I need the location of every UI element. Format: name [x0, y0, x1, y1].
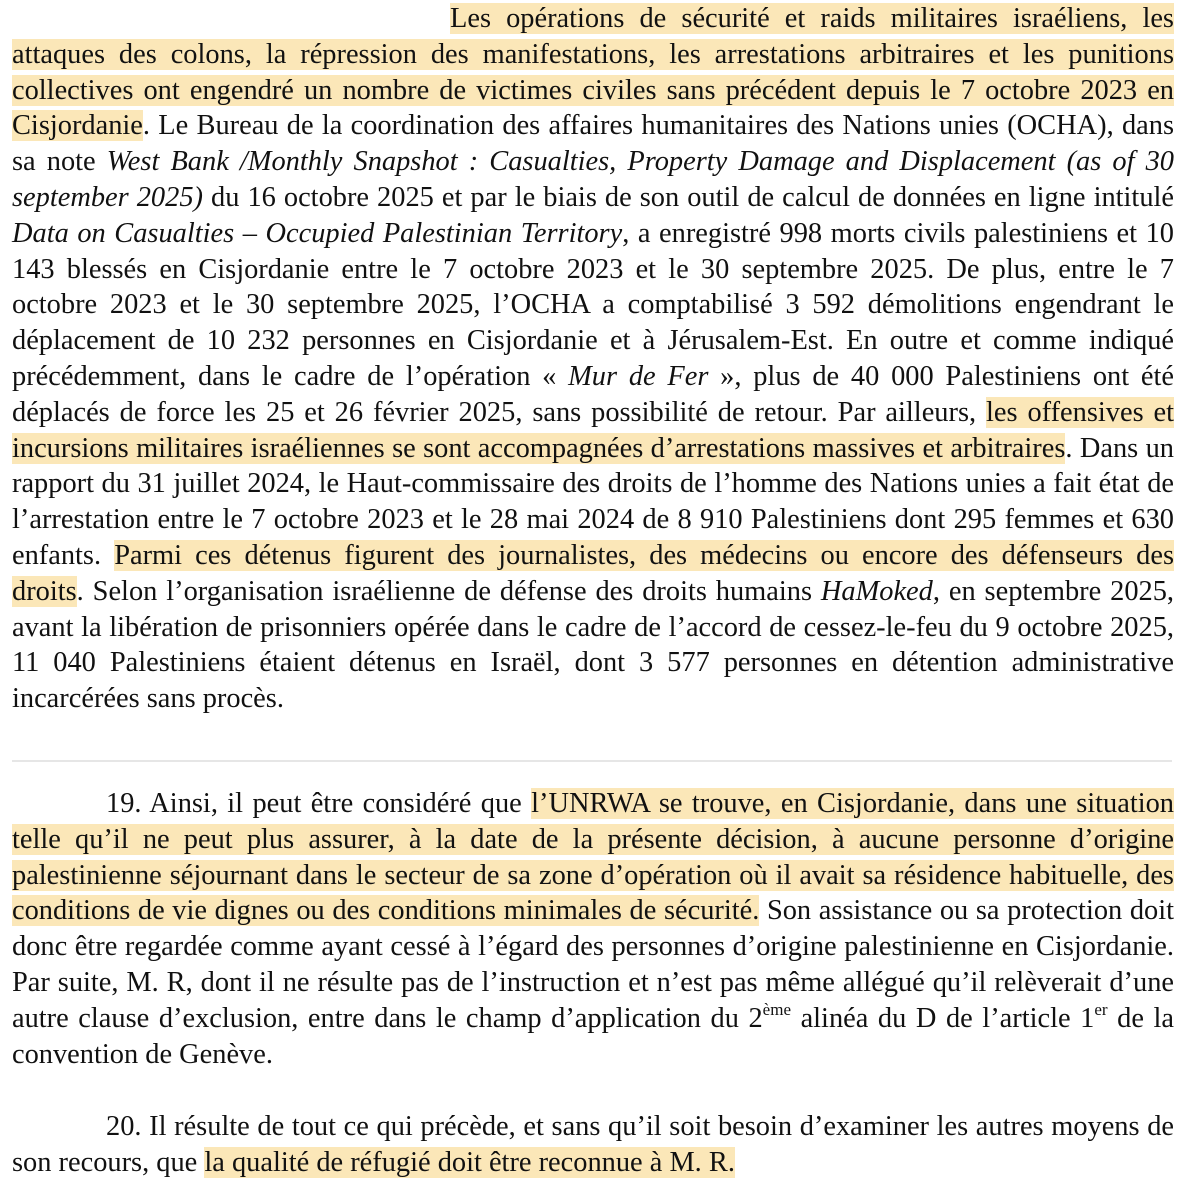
- body-text: . Le Bureau de la coordination des affaires humanitaires des Nations unies (OCHA), dans sa note: [12, 110, 1174, 178]
- superscript: ème: [762, 999, 791, 1019]
- italic-organization-name: HaMoked: [820, 575, 933, 607]
- body-text: , en septembre 2025, avant la libération de prisonniers opérée dans le cadre de l’accord de cessez-le-feu du 9 octobre 2025, 11 040 Palestiniens étaient détenus en Israël, dont 3 577 personnes en détention administrative incarcérées sans procès.: [12, 575, 1175, 715]
- highlighted-text: Parmi ces détenus figurent des journalistes, des médecins ou encore des défenseurs des droits: [12, 539, 1174, 607]
- superscript: er: [1094, 999, 1108, 1019]
- body-text: , a enregistré 998 morts civils palestiniens et 10 143 blessés en Cisjordanie entre le 7 octobre 2023 et le 30 septembre 2025. De plus, entre le 7 octobre 2023 et le 30 septembre 2025, l’OCHA a comptabilisé 3 592 démolitions engendrant le déplacement de 10 232 personnes en Cisjordanie et à Jérusalem-Est. En outre et comme indiqué précédemment, dans le cadre de l’opération «: [12, 217, 1174, 392]
- body-text: », plus de 40 000 Palestiniens ont été déplacés de force les 25 et 26 février 2025, sans possibilité de retour. Par ailleurs,: [12, 360, 1174, 428]
- paragraph-20: [12, 1109, 1174, 1181]
- body-text: . Dans un rapport du 31 juillet 2024, le Haut-commissaire des droits de l’homme des Nations unies a fait état de l’arrestation entre le 7 octobre 2023 et le 28 mai 2024 de 8 910 Palestiniens dont 295 femmes et 630 enfants.: [12, 432, 1174, 571]
- italic-title: Data on Casualties – Occupied Palestinian Territory: [12, 217, 623, 249]
- body-text: . Selon l’organisation israélienne de défense des droits humains: [76, 575, 821, 607]
- italic-title: West Bank /Monthly Snapshot : Casualties, Property Damage and Displacement (as of 30 september 2025): [12, 146, 1174, 213]
- body-text: de la convention de Genève.: [12, 1002, 1174, 1070]
- body-text: 19. Ainsi, il peut être considéré que: [106, 788, 532, 819]
- paragraph-19: [12, 786, 1174, 1072]
- paragraph-18-continuation: [12, 1, 1174, 717]
- highlighted-text: Les opérations de sécurité et raids militaires israéliens, les attaques des colons, la répression des manifestations, les arrestations arbitraires et les punitions collectives ont engendré un nombre de victimes civiles sans précédent depuis le 7 octobre 2023 en Cisjordanie: [12, 3, 1174, 142]
- highlighted-text: les offensives et incursions militaires israéliennes se sont accompagnées d’arrestations massives et arbitraires: [12, 396, 1175, 464]
- highlighted-text: la qualité de réfugié doit être reconnue à M. R.: [204, 1146, 735, 1178]
- body-text: du 16 octobre 2025 et par le biais de son outil de calcul de données en ligne intitulé: [202, 181, 1175, 213]
- body-text: alinéa du D de l’article 1: [791, 1002, 1095, 1034]
- highlighted-text: l’UNRWA se trouve, en Cisjordanie, dans une situation telle qu’il ne peut plus assurer, à la date de la présente décision, à aucune personne d’origine palestinienne séjournant dans le secteur de sa zone d’opération où il avait sa résidence habituelle, des conditions de vie dignes ou des conditions minimales de sécurité.: [12, 788, 1174, 927]
- body-text: 20. Il résulte de tout ce qui précède, et sans qu’il soit besoin d’examiner les autres moyens de son recours, que: [12, 1111, 1174, 1178]
- italic-operation-name: Mur de Fer: [568, 360, 709, 392]
- body-text: Son assistance ou sa protection doit donc être regardée comme ayant cessé à l’égard des personnes d’origine palestinienne en Cisjordanie. Par suite, M. R, dont il ne résulte pas de l’instruction et n’est pas même allégué qu’il relèverait d’une autre clause d’exclusion, entre dans le champ d’application du 2: [12, 895, 1174, 1034]
- section-divider: [12, 760, 1172, 762]
